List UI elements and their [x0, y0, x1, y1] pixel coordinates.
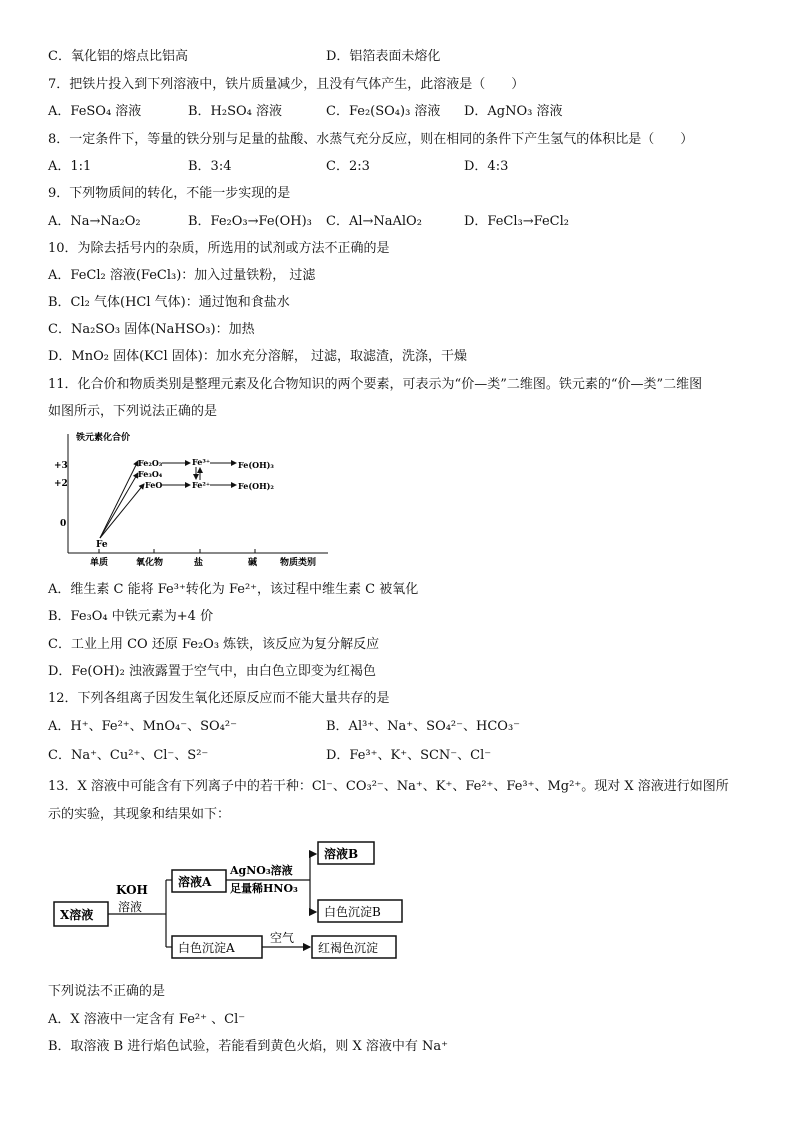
q13-option-a: A．X 溶液中一定含有 Fe²⁺ 、Cl⁻: [48, 1012, 246, 1027]
y-tick-plus3: +3: [54, 461, 68, 471]
label-solution-a: 溶液A: [178, 875, 212, 889]
q7-option-a: A．FeSO₄ 溶液: [48, 104, 142, 119]
q6-option-d: D．铝箔表面未熔化: [326, 49, 441, 64]
q10-option-b: B．Cl₂ 气体(HCl 气体)：通过饱和食盐水: [48, 295, 290, 310]
q10-option-a: A．FeCl₂ 溶液(FeCl₃)：加入过量铁粉， 过滤: [48, 268, 316, 283]
x-category-salt: 盐: [194, 558, 204, 568]
q10-stem: 10．为除去括号内的杂质，所选用的试剂或方法不正确的是: [48, 241, 390, 256]
q7-option-b: B．H₂SO₄ 溶液: [188, 104, 283, 119]
label-x-solution: X溶液: [60, 908, 94, 922]
q12-stem: 12．下列各组离子因发生氧化还原反应而不能大量共存的是: [48, 691, 390, 706]
q10-option-d: D．MnO₂ 固体(KCl 固体)：加水充分溶解， 过滤，取滤渣，洗涤，干燥: [48, 349, 467, 364]
label-white-precipitate-b: 白色沉淀B: [324, 905, 381, 919]
species-feoh2: Fe(OH)₂: [238, 481, 274, 491]
chart-title: 铁元素化合价: [76, 433, 131, 443]
x-category-simple-substance: 单质: [90, 558, 109, 568]
y-tick-plus2: +2: [54, 479, 68, 489]
q13-stem-line1: 13．X 溶液中可能含有下列离子中的若干种：Cl⁻、CO₃²⁻、Na⁺、K⁺、Fe²⁺、Fe³⁺、Mg²⁺。现对 X 溶液进行如图所: [48, 779, 729, 794]
q8-option-a: A．1:1: [48, 159, 92, 174]
x-category-oxide: 氧化物: [136, 558, 164, 568]
q7-option-c: C．Fe₂(SO₄)₃ 溶液: [326, 104, 441, 119]
q8-stem: 8．一定条件下，等量的铁分别与足量的盐酸、水蒸气充分反应，则在相同的条件下产生氢气的体积比是（ ）: [48, 132, 694, 147]
q11-option-c: C．工业上用 CO 还原 Fe₂O₃ 炼铁，该反应为复分解反应: [48, 637, 380, 652]
q8-option-c: C．2:3: [326, 159, 370, 174]
label-red-brown-precipitate: 红褐色沉淀: [318, 941, 379, 955]
arrow-fe-to-feo: [100, 484, 144, 538]
q10-option-c: C．Na₂SO₃ 固体(NaHSO₃)：加热: [48, 322, 255, 337]
label-koh-solution: 溶液: [118, 900, 143, 914]
label-dilute-hno3: 足量稀HNO₃: [230, 882, 298, 895]
iron-valence-class-diagram: [48, 428, 348, 573]
q11-stem-line1: 11．化合价和物质类别是整理元素及化合物知识的两个要素，可表示为“价—类”二维图。铁元素的“价—类”二维图: [48, 377, 703, 392]
q13-option-b: B．取溶液 B 进行焰色试验，若能看到黄色火焰，则 X 溶液中有 Na⁺: [48, 1039, 449, 1054]
q12-option-c: C．Na⁺、Cu²⁺、Cl⁻、S²⁻: [48, 748, 209, 763]
label-white-precipitate-a: 白色沉淀A: [178, 941, 235, 955]
species-fe3o4: Fe₃O₄: [138, 469, 163, 479]
species-fe: Fe: [96, 540, 108, 550]
q12-option-b: B．Al³⁺、Na⁺、SO₄²⁻、HCO₃⁻: [326, 719, 521, 734]
q6-option-c: C．氧化铝的熔点比铝高: [48, 49, 188, 64]
q9-option-a: A．Na→Na₂O₂: [48, 214, 141, 229]
label-koh: KOH: [116, 883, 148, 897]
q13-stem-line2: 示的实验，其现象和结果如下：: [48, 807, 231, 822]
q7-option-d: D．AgNO₃ 溶液: [464, 104, 563, 119]
label-agno3-solution: AgNO₃溶液: [230, 864, 293, 877]
species-fe2-ion: Fe²⁺: [192, 480, 211, 490]
arrow-fe-to-fe3o4: [100, 473, 138, 538]
q9-stem: 9．下列物质间的转化，不能一步实现的是: [48, 186, 291, 201]
q7-stem: 7．把铁片投入到下列溶液中，铁片质量减少，且没有气体产生，此溶液是（ ）: [48, 77, 525, 92]
q8-option-d: D．4:3: [464, 159, 509, 174]
species-fe3-ion: Fe³⁺: [192, 457, 211, 467]
q11-option-d: D．Fe(OH)₂ 浊液露置于空气中，由白色立即变为红褐色: [48, 664, 376, 679]
x-category-base: 碱: [248, 558, 258, 568]
q11-option-a: A．维生素 C 能将 Fe³⁺转化为 Fe²⁺，该过程中维生素 C 被氧化: [48, 582, 419, 597]
q12-option-a: A．H⁺、Fe²⁺、MnO₄⁻、SO₄²⁻: [48, 719, 237, 734]
label-air: 空气: [270, 931, 295, 945]
experiment-flow-diagram: [48, 832, 408, 966]
species-fe2o3: Fe₂O₃: [138, 458, 163, 468]
label-solution-b: 溶液B: [324, 847, 359, 861]
q9-option-c: C．Al→NaAlO₂: [326, 214, 422, 229]
q9-option-d: D．FeCl₃→FeCl₂: [464, 214, 569, 229]
species-feoh3: Fe(OH)₃: [238, 460, 274, 470]
q11-stem-line2: 如图所示，下列说法正确的是: [48, 404, 218, 419]
species-feo: FeO: [145, 480, 163, 490]
q12-option-d: D．Fe³⁺、K⁺、SCN⁻、Cl⁻: [326, 748, 492, 763]
q11-option-b: B．Fe₃O₄ 中铁元素为+4 价: [48, 609, 214, 624]
y-tick-zero: 0: [60, 519, 67, 529]
q9-option-b: B．Fe₂O₃→Fe(OH)₃: [188, 214, 312, 229]
q13-lead: 下列说法不正确的是: [48, 984, 166, 999]
arrow-fe-to-fe2o3: [100, 461, 138, 538]
x-axis-label: 物质类别: [280, 558, 317, 568]
q8-option-b: B．3:4: [188, 159, 232, 174]
